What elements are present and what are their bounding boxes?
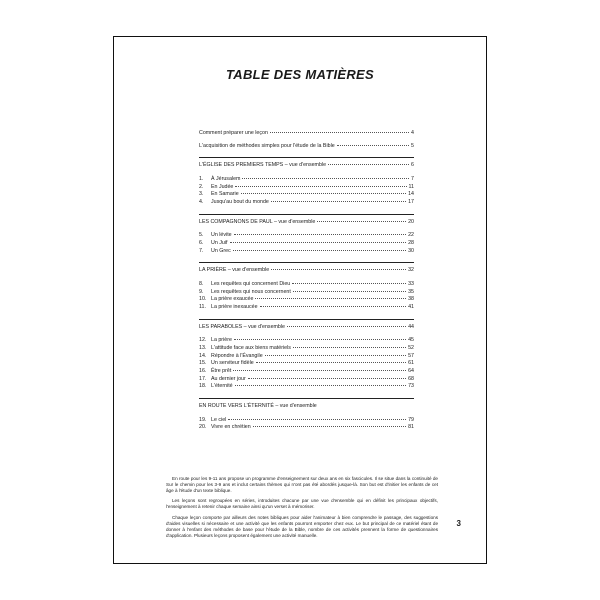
item-number: 7. — [199, 247, 204, 254]
toc-intro — [199, 130, 414, 150]
toc-item — [199, 345, 414, 353]
page-title: TABLE DES MATIÈRES — [226, 67, 374, 82]
section-heading — [199, 398, 414, 411]
leader-dots — [234, 339, 406, 340]
toc-item — [199, 353, 414, 361]
item-page: 73 — [408, 383, 414, 390]
item-label: Les requêtes qui concernent Dieu — [211, 281, 291, 288]
item-label: La prière inexaucée — [211, 304, 258, 311]
item-label: Un Juif — [211, 240, 228, 247]
toc-item — [199, 232, 414, 240]
section-heading — [199, 262, 414, 275]
section-heading-label: LES PARABOLES – vue d'ensemble — [199, 323, 286, 330]
toc-item — [199, 296, 414, 304]
leader-dots — [235, 186, 406, 187]
toc-item — [199, 184, 414, 192]
leader-dots — [260, 306, 407, 307]
toc-item — [199, 248, 414, 256]
toc-entry-label: L'acquisition de méthodes simples pour l'étude de la Bible — [199, 142, 335, 149]
item-page: 68 — [408, 375, 414, 382]
item-page: 81 — [408, 424, 414, 431]
leader-dots — [292, 283, 406, 284]
leader-dots — [228, 419, 406, 420]
leader-dots — [287, 326, 406, 327]
document-page — [113, 36, 487, 564]
item-number: 6. — [199, 240, 204, 247]
toc-entry — [199, 143, 414, 151]
section-heading-page: 6 — [411, 162, 414, 169]
item-page: 79 — [408, 416, 414, 423]
leader-dots — [242, 178, 409, 179]
toc-entry — [199, 130, 414, 138]
leader-dots — [317, 221, 406, 222]
item-page: 38 — [408, 296, 414, 303]
toc-item — [199, 337, 414, 345]
item-page: 57 — [408, 352, 414, 359]
toc-item — [199, 383, 414, 391]
leader-dots — [271, 201, 406, 202]
leader-dots — [265, 355, 406, 356]
toc-section — [199, 319, 414, 391]
item-page: 14 — [408, 191, 414, 198]
item-number: 17. — [199, 375, 207, 382]
section-heading-page: 44 — [408, 323, 414, 330]
item-label: En Judée — [211, 183, 234, 190]
item-label: Au dernier jour — [211, 375, 246, 382]
leader-dots — [248, 378, 406, 379]
item-page: 33 — [408, 281, 414, 288]
item-page: 64 — [408, 368, 414, 375]
item-label: À Jérusalem — [211, 176, 241, 183]
section-heading — [199, 157, 414, 170]
leader-dots — [241, 193, 406, 194]
toc-section — [199, 214, 414, 256]
section-heading-page: 32 — [408, 267, 414, 274]
item-label: L'éternité — [211, 383, 233, 390]
leader-dots — [270, 132, 409, 133]
item-label: Vivre en chrétien — [211, 424, 251, 431]
item-label: La prière exaucée — [211, 296, 254, 303]
item-number: 1. — [199, 176, 204, 183]
toc-section — [199, 398, 414, 432]
item-label: Un serviteur fidèle — [211, 360, 254, 367]
toc-item — [199, 424, 414, 432]
item-number: 8. — [199, 281, 204, 288]
section-heading-page: 20 — [408, 218, 414, 225]
table-of-contents — [199, 130, 414, 432]
item-label: Jusqu'au bout du monde — [211, 199, 269, 206]
item-page: 7 — [411, 176, 414, 183]
toc-item — [199, 240, 414, 248]
intro-paragraphs — [166, 476, 438, 543]
item-number: 14. — [199, 352, 207, 359]
item-label: Un Grec — [211, 247, 231, 254]
item-label: La prière — [211, 337, 232, 344]
item-page: 35 — [408, 288, 414, 295]
leader-dots — [256, 362, 406, 363]
item-label: Être prêt — [211, 368, 232, 375]
item-page: 28 — [408, 240, 414, 247]
toc-entry-label: Comment préparer une leçon — [199, 130, 268, 136]
item-number: 4. — [199, 199, 204, 206]
leader-dots — [233, 250, 406, 251]
section-heading-label: LES COMPAGNONS DE PAUL – vue d'ensemble — [199, 218, 316, 225]
item-number: 10. — [199, 296, 207, 303]
item-number: 12. — [199, 337, 207, 344]
leader-dots — [328, 164, 409, 165]
toc-section — [199, 262, 414, 311]
toc-item — [199, 360, 414, 368]
item-label: Les requêtes qui nous concernent — [211, 288, 291, 295]
item-page: 30 — [408, 247, 414, 254]
item-number: 11. — [199, 304, 206, 311]
leader-dots — [293, 347, 406, 348]
leader-dots — [337, 145, 409, 146]
item-number: 9. — [199, 288, 204, 295]
paragraph: En route pour les 9-11 ans propose un programme d'enseignement sur deux ans en six fascicules. Il se situe dans la continuité de Sur le chemin pour les 3-9 ans et inclut certains thèmes qui n'ont pas été abordés jusque-là. Son but est d'initier les enfants de cet âge à l'étude d'un texte biblique. — [166, 476, 438, 494]
item-number: 20. — [199, 424, 207, 431]
leader-dots — [233, 370, 406, 371]
toc-item — [199, 199, 414, 207]
item-number: 2. — [199, 183, 204, 190]
toc-item — [199, 368, 414, 376]
leader-dots — [293, 291, 406, 292]
item-label: L'attitude face aux biens matériels — [211, 345, 291, 352]
item-page: 41 — [408, 304, 414, 311]
item-number: 16. — [199, 368, 207, 375]
toc-item — [199, 289, 414, 297]
section-heading — [199, 319, 414, 332]
section-heading — [199, 214, 414, 227]
item-page: 11 — [408, 183, 414, 190]
leader-dots — [271, 269, 406, 270]
leader-dots — [253, 426, 406, 427]
item-number: 3. — [199, 191, 204, 198]
toc-item — [199, 191, 414, 199]
item-page: 22 — [408, 232, 414, 239]
item-number: 5. — [199, 232, 204, 239]
item-label: Un lévite — [211, 232, 232, 239]
leader-dots — [234, 234, 406, 235]
leader-dots — [255, 298, 406, 299]
paragraph: Chaque leçon comporte par ailleurs des notes bibliques pour aider l'animateur à bien comprendre le passage, des suggestions d'aides visuelles si nécessaire et une activité que les enfants pourront emporter chez eux. Le but principal de ce matériel étant de donner à l'enfant des méthodes de base pour l'étude de la Bible, nombre de ces activités prennent la forme de questionnaires d'application. Plusieurs leçons proposent également une activité manuelle. — [166, 514, 438, 538]
item-page: 45 — [408, 337, 414, 344]
item-number: 18. — [199, 383, 207, 390]
item-page: 52 — [408, 345, 414, 352]
toc-section — [199, 157, 414, 206]
paragraph: Les leçons sont regroupées en séries, introduites chacune par une vue d'ensemble qui en définit les principaux objectifs, l'enseignement à retenir chaque semaine ainsi qu'un verset à mémoriser. — [166, 498, 438, 510]
toc-item — [199, 376, 414, 384]
toc-item — [199, 176, 414, 184]
item-label: Répondre à l'Évangile — [211, 352, 263, 359]
section-heading-label: LA PRIÈRE – vue d'ensemble — [199, 267, 270, 274]
item-label: En Samarie — [211, 191, 239, 198]
item-label: Le ciel — [211, 416, 227, 423]
item-number: 13. — [199, 345, 207, 352]
toc-entry-page: 5 — [411, 142, 414, 149]
item-page: 17 — [408, 199, 414, 206]
leader-dots — [235, 385, 406, 386]
toc-item — [199, 281, 414, 289]
section-heading-label: EN ROUTE VERS L'ÉTERNITÉ – vue d'ensemble — [199, 403, 317, 410]
page-number: 3 — [456, 519, 461, 528]
section-heading-label: L'ÉGLISE DES PREMIERS TEMPS – vue d'ensemble — [199, 162, 327, 169]
item-number: 15. — [199, 360, 207, 367]
leader-dots — [230, 242, 407, 243]
item-number: 19. — [199, 416, 207, 423]
toc-entry-page: 4 — [411, 130, 414, 136]
toc-item — [199, 304, 414, 312]
toc-item — [199, 417, 414, 425]
item-page: 61 — [408, 360, 414, 367]
